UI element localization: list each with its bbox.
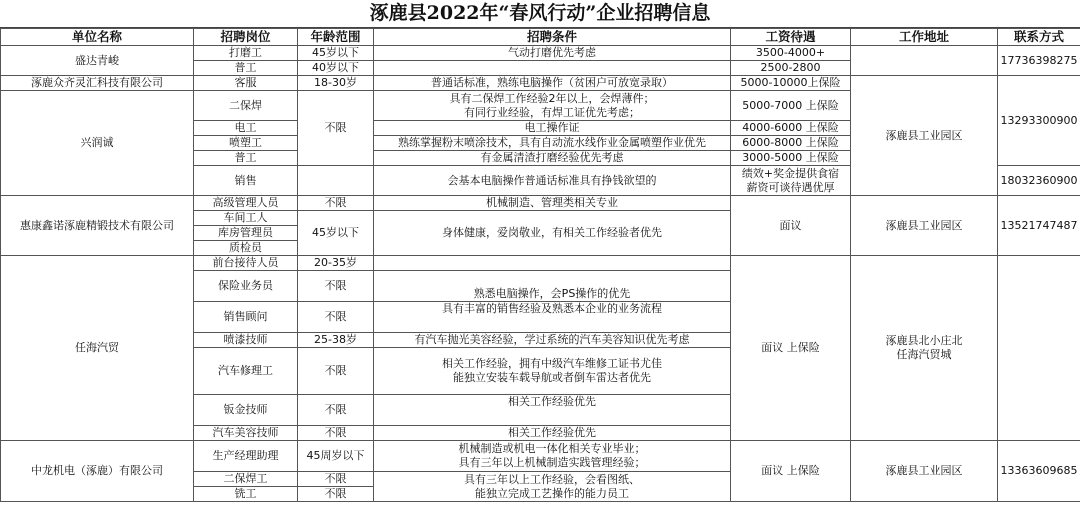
requirement-cell (374, 348, 731, 395)
age-cell: 不限 (298, 472, 374, 487)
salary-cell (731, 166, 851, 196)
address-cell: 涿鹿县工业园区 (851, 441, 998, 502)
address-line: 涿鹿县北小庄北 (885, 334, 963, 347)
address-cell (851, 256, 998, 441)
recruitment-table (0, 28, 1080, 502)
position-cell: 普工 (194, 151, 298, 166)
salary-cell: 面议 上保险 (731, 441, 851, 502)
requirement-cell: 气动打磨优先考虑 (374, 46, 731, 61)
age-cell (298, 166, 374, 196)
table-row (1, 46, 1080, 61)
salary-cell: 面议 (731, 196, 851, 256)
contact-cell: 17736398275 (998, 46, 1080, 76)
requirement-line: 机械制造或机电一体化相关专业毕业； (458, 442, 646, 455)
age-cell: 不限 (298, 302, 374, 333)
requirement-cell: 身体健康，爱岗敬业，有相关工作经验者优先 (374, 211, 731, 256)
position-cell: 喷漆技师 (194, 333, 298, 348)
requirement-cell: 熟悉电脑操作，会PS操作的优先 (374, 271, 731, 302)
header-address: 工作地址 (851, 29, 998, 46)
position-cell: 车间工人 (194, 211, 298, 226)
requirement-cell: 相关工作经验优先 (374, 426, 731, 441)
salary-cell: 6000-8000 上保险 (731, 136, 851, 151)
position-cell: 质检员 (194, 241, 298, 256)
requirement-cell: 相关工作经验优先 (374, 395, 731, 426)
requirement-cell: 有汽车抛光美容经验，学过系统的汽车美容知识优先考虑 (374, 333, 731, 348)
position-cell: 喷塑工 (194, 136, 298, 151)
age-cell: 不限 (298, 91, 374, 166)
company-name: 惠康鑫诺涿鹿精锻技术有限公司 (1, 196, 194, 256)
contact-cell: 13521747487 (998, 196, 1080, 256)
age-cell: 不限 (298, 395, 374, 426)
header-requirements: 招聘条件 (374, 29, 731, 46)
contact-cell (998, 256, 1080, 441)
position-cell: 铣工 (194, 487, 298, 502)
contact-cell: 18032360900 (998, 166, 1080, 196)
salary-line: 薪资可谈待遇优厚 (746, 180, 835, 194)
salary-cell: 2500-2800 (731, 61, 851, 76)
requirement-cell (374, 61, 731, 76)
requirement-line: 有同行业经验，有焊工证优先考虑； (464, 105, 640, 119)
age-cell: 不限 (298, 487, 374, 502)
header-contact: 联系方式 (998, 29, 1080, 46)
age-cell: 40岁以下 (298, 61, 374, 76)
requirement-cell: 熟练掌握粉末喷涂技术，具有自动流水线作业金属喷塑作业优先 (374, 136, 731, 151)
requirement-line: 具有三年以上工作经验，会看图纸、 (464, 472, 640, 486)
company-name: 中龙机电（涿鹿）有限公司 (1, 441, 194, 502)
requirement-cell (374, 256, 731, 271)
age-cell: 18-30岁 (298, 76, 374, 91)
company-name: 兴润诚 (1, 91, 194, 196)
position-cell: 二保焊 (194, 91, 298, 121)
requirement-cell: 电工操作证 (374, 121, 731, 136)
company-name: 盛达青峻 (1, 46, 194, 76)
age-cell: 45周岁以下 (298, 441, 374, 472)
age-cell: 不限 (298, 348, 374, 395)
requirement-line: 具有三年以上机械制造实践管理经验； (458, 456, 646, 469)
address-cell: 涿鹿县工业园区 (851, 196, 998, 256)
company-name: 涿鹿众齐灵汇科技有限公司 (1, 76, 194, 91)
age-cell: 45岁以下 (298, 211, 374, 256)
header-company: 单位名称 (1, 29, 194, 46)
salary-cell: 4000-6000 上保险 (731, 121, 851, 136)
table-row (1, 76, 1080, 91)
requirement-cell: 具有丰富的销售经验及熟悉本企业的业务流程 (374, 302, 731, 333)
contact-cell: 13363609685 (998, 441, 1080, 502)
position-cell: 二保焊工 (194, 472, 298, 487)
salary-cell: 5000-7000 上保险 (731, 91, 851, 121)
requirement-cell: 会基本电脑操作普通话标准具有挣钱欲望的 (374, 166, 731, 196)
requirement-line: 相关工作经验，拥有中级汽车维修工证书尤佳 (442, 357, 662, 370)
position-cell: 保险业务员 (194, 271, 298, 302)
age-cell: 25-38岁 (298, 333, 374, 348)
salary-cell: 3500-4000+ (731, 46, 851, 61)
age-cell: 20-35岁 (298, 256, 374, 271)
position-cell: 前台接待人员 (194, 256, 298, 271)
position-cell: 电工 (194, 121, 298, 136)
table-row (1, 196, 1080, 211)
table-row (1, 441, 1080, 472)
position-cell: 高级管理人员 (194, 196, 298, 211)
position-cell: 钣金技师 (194, 395, 298, 426)
table-row (1, 256, 1080, 271)
company-name: 任海汽贸 (1, 256, 194, 441)
requirement-line: 具有二保焊工作经验2年以上，会焊薄件； (449, 91, 655, 105)
requirement-cell (374, 91, 731, 121)
address-cell: 涿鹿县工业园区 (851, 76, 998, 196)
position-cell: 库房管理员 (194, 226, 298, 241)
age-cell: 不限 (298, 196, 374, 211)
salary-cell: 3000-5000 上保险 (731, 151, 851, 166)
requirement-cell (374, 472, 731, 502)
age-cell: 不限 (298, 271, 374, 302)
header-position: 招聘岗位 (194, 29, 298, 46)
address-cell (851, 46, 998, 76)
position-cell: 生产经理助理 (194, 441, 298, 472)
requirement-cell: 有金属清渣打磨经验优先考虑 (374, 151, 731, 166)
header-row (1, 29, 1080, 46)
age-cell: 不限 (298, 426, 374, 441)
sheet-title: 涿鹿县2022年“春风行动”企业招聘信息 (369, 2, 711, 24)
header-age: 年龄范围 (298, 29, 374, 46)
salary-cell: 面议 上保险 (731, 256, 851, 441)
salary-line: 绩效+奖金提供食宿 (741, 166, 840, 180)
position-cell: 销售 (194, 166, 298, 196)
header-salary: 工资待遇 (731, 29, 851, 46)
salary-cell: 5000-10000上保险 (731, 76, 851, 91)
contact-cell: 13293300900 (998, 76, 1080, 166)
position-cell: 汽车美容技师 (194, 426, 298, 441)
position-cell: 普工 (194, 61, 298, 76)
age-cell: 45岁以下 (298, 46, 374, 61)
address-line: 任海汽贸城 (896, 348, 952, 361)
position-cell: 汽车修理工 (194, 348, 298, 395)
position-cell: 打磨工 (194, 46, 298, 61)
requirement-line: 能独立完成工艺操作的能力员工 (475, 486, 629, 500)
position-cell: 销售顾问 (194, 302, 298, 333)
requirement-cell: 普通话标准，熟练电脑操作（贫困户可放宽录取） (374, 76, 731, 91)
requirement-cell (374, 441, 731, 472)
requirement-line: 能独立安装车载导航或者倒车雷达者优先 (453, 371, 651, 384)
requirement-cell: 机械制造、管理类相关专业 (374, 196, 731, 211)
position-cell: 客服 (194, 76, 298, 91)
